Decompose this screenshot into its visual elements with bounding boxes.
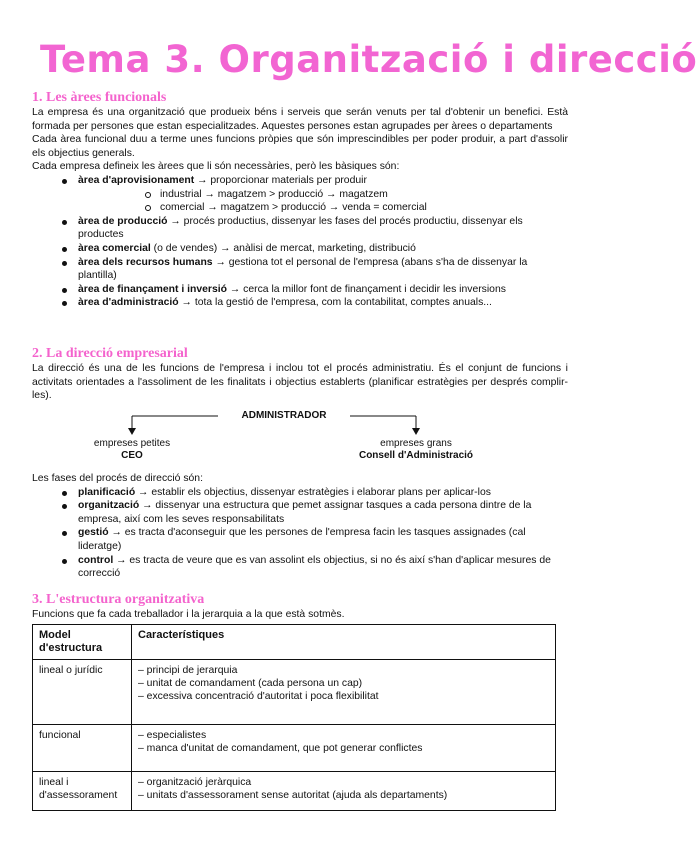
ceo-label: CEO xyxy=(121,450,143,461)
phase-desc: → establir els objectius, dissenyar estratègies i elaborar plans per aplicar-los xyxy=(135,486,491,498)
characteristic: – excessiva concentració d'autoritat i poca flexibilitat xyxy=(138,691,379,702)
paragraph: La empresa és una organització que produeix béns i serveis que serán venuts per tal d'obtenir un benefici. Està formada per persones que estan especialitzades. Aquestes persones estan agrupades per àrees o departaments xyxy=(32,107,568,132)
page-title: Tema 3. Organització i direcció xyxy=(40,38,697,81)
table-cell-chars xyxy=(132,772,556,811)
table-cell-chars xyxy=(132,725,556,772)
characteristic: – manca d'unitat de comandament, que pot generar conflictes xyxy=(138,743,423,754)
phase-desc: → es tracta de veure que es van assolint els objectius, si no és així s'han d'aplicar mesures de correcció xyxy=(78,554,551,580)
area-term: àrea de producció xyxy=(78,215,168,227)
table-cell-model: funcional xyxy=(33,725,132,772)
small-companies-label: empreses petites xyxy=(93,438,171,449)
section-areas xyxy=(32,90,568,310)
table-cell-model: lineal i d'assessorament xyxy=(33,772,132,811)
area-desc: → gestiona tot el personal de l'empresa (abans s'ha de dissenyar la plantilla) xyxy=(78,256,528,282)
table-header: Característiques xyxy=(132,625,556,660)
area-term: àrea de finançament i inversió xyxy=(78,283,227,295)
paragraph: Cada empresa defineix les àrees que li són necessàries, però les bàsiques són: xyxy=(32,161,400,173)
paragraph: Cada àrea funcional duu a terme unes funcions pròpies que són imprescindibles per poder produir, a part d'assolir els objectius generals. xyxy=(32,134,568,159)
table-cell-chars xyxy=(132,660,556,725)
board-label: Consell d'Administració xyxy=(358,450,474,461)
table-header: Model d'estructura xyxy=(33,625,132,660)
list-item xyxy=(32,215,568,242)
phase-term: gestió xyxy=(78,527,109,539)
section-structure xyxy=(32,592,568,622)
table-cell-model: lineal o jurídic xyxy=(33,660,132,725)
section-heading: 1. Les àrees funcionals xyxy=(32,90,167,105)
characteristic: – principi de jerarquia xyxy=(138,665,238,676)
section-heading: 3. L'estructura organitzativa xyxy=(32,592,205,607)
area-desc: (o de vendes) → anàlisi de mercat, marketing, distribució xyxy=(150,242,416,254)
area-desc: → proporcionar materials per produir xyxy=(194,174,367,186)
table-row xyxy=(33,772,556,811)
structure-table xyxy=(32,624,556,811)
list-item xyxy=(32,174,568,215)
list-item xyxy=(32,283,568,297)
list-item: industrial → magatzem > producció → magatzem xyxy=(78,188,568,202)
area-term: àrea d'administració xyxy=(78,297,179,309)
list-item: comercial → magatzem > producció → venda = comercial xyxy=(78,201,568,215)
table-row xyxy=(33,660,556,725)
list-item xyxy=(32,296,568,310)
large-companies-label: empreses grans xyxy=(380,438,452,449)
characteristic: – unitats d'assessorament sense autoritat (ajuda als departaments) xyxy=(138,790,448,801)
phase-desc: → es tracta d'aconseguir que les persones de l'empresa facin les tasques assignades (cal lideratge) xyxy=(78,527,526,552)
list-item xyxy=(32,256,568,283)
area-desc: → cerca la millor font de finançament i decidir les inversions xyxy=(227,283,506,295)
phase-term: organització xyxy=(78,500,140,512)
area-term: àrea comercial xyxy=(78,242,151,254)
sub-list xyxy=(78,188,568,215)
characteristic: – unitat de comandament (cada persona un cap) xyxy=(138,678,363,689)
area-desc: → tota la gestió de l'empresa, com la contabilitat, comptes anuals... xyxy=(178,297,492,309)
area-term: àrea dels recursos humans xyxy=(78,256,213,268)
list-item xyxy=(32,486,568,500)
list-item xyxy=(32,499,568,526)
hierarchy-diagram xyxy=(32,408,568,470)
phase-term: control xyxy=(78,554,114,566)
phase-term: planificació xyxy=(78,486,136,498)
section-heading: 2. La direcció empresarial xyxy=(32,346,188,361)
direction-phases xyxy=(32,472,568,581)
list-item xyxy=(32,526,568,553)
area-list xyxy=(32,174,568,310)
characteristic: – especialistes xyxy=(138,730,207,741)
table-row xyxy=(33,725,556,772)
administrator-label: ADMINISTRADOR xyxy=(241,410,327,421)
paragraph: Funcions que fa cada treballador i la jerarquia a la que està sotmès. xyxy=(32,609,345,620)
area-desc: → procés productius, dissenyar les fases del procés productiu, dissenyar els productes xyxy=(78,215,523,241)
list-item xyxy=(32,554,568,581)
list-item xyxy=(32,242,568,256)
section-direction xyxy=(32,346,568,403)
table-header-row xyxy=(33,625,556,660)
phase-desc: → dissenyar una estructura que pemet assignar tasques a cada persona dintre de la empresa, així com les seves responsabilitats xyxy=(78,500,532,525)
area-term: àrea d'aprovisionament xyxy=(78,174,195,186)
paragraph: La direcció és una de les funcions de l'empresa i inclou tot el procés administratiu. És el conjunt de funcions i activitats orientades a l'assoliment de les finalitats i objectius establerts (planificar estratègies per després complir-les). xyxy=(32,363,568,402)
characteristic: – organització jeràrquica xyxy=(138,777,252,788)
phase-list xyxy=(32,486,568,581)
paragraph: Les fases del procés de direcció són: xyxy=(32,473,203,484)
